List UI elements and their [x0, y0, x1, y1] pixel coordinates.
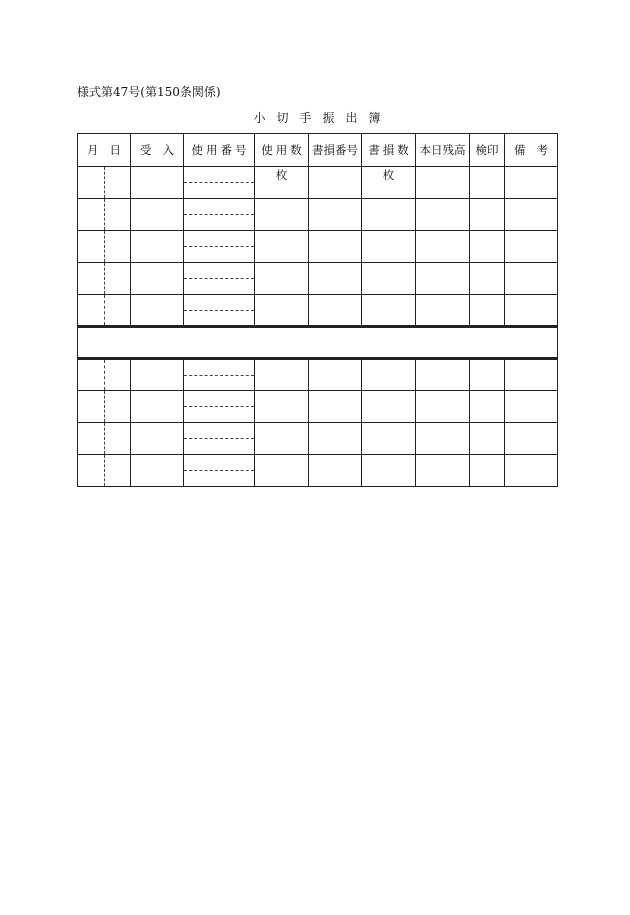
header-receipt-char-2: 入 — [162, 143, 174, 157]
date-divider — [104, 295, 105, 325]
spoiled-serial-cell — [309, 359, 362, 391]
header-balance-today: 本日残高 — [416, 134, 470, 167]
balance-cell — [416, 167, 470, 199]
serial-used-cell — [184, 231, 255, 263]
header-inspection-seal: 検印 — [470, 134, 505, 167]
table-break-row — [78, 327, 558, 359]
serial-divider — [184, 310, 254, 311]
remarks-cell — [505, 391, 558, 423]
date-cell — [78, 423, 131, 455]
spoiled-serial-cell — [309, 391, 362, 423]
header-count-used: 使用数 — [255, 134, 309, 167]
spoiled-count-cell — [362, 359, 416, 391]
seal-cell — [470, 295, 505, 327]
spoiled-serial-cell — [309, 167, 362, 199]
count-used-cell — [255, 295, 309, 327]
date-divider — [104, 199, 105, 230]
date-cell — [78, 295, 131, 327]
date-cell — [78, 391, 131, 423]
form-title: 小切手振出簿 — [253, 111, 392, 125]
serial-divider — [184, 406, 254, 407]
serial-divider — [184, 182, 254, 183]
serial-used-cell — [184, 199, 255, 231]
seal-cell — [470, 231, 505, 263]
spoiled-count-cell — [362, 423, 416, 455]
receipt-cell — [131, 199, 184, 231]
header-spoiled-serial: 書損番号 — [309, 134, 362, 167]
receipt-cell — [131, 359, 184, 391]
count-used-cell — [255, 391, 309, 423]
remarks-cell — [505, 263, 558, 295]
receipt-cell — [131, 167, 184, 199]
receipt-cell — [131, 295, 184, 327]
seal-cell — [470, 359, 505, 391]
remarks-cell — [505, 359, 558, 391]
table-row — [78, 423, 558, 455]
date-divider — [104, 231, 105, 262]
date-cell — [78, 199, 131, 231]
header-receipt — [131, 134, 184, 167]
remarks-cell — [505, 455, 558, 487]
omission-break — [78, 327, 558, 359]
serial-divider — [184, 470, 254, 471]
spoiled-count-unit: 枚 — [382, 168, 395, 182]
spoiled-serial-cell — [309, 263, 362, 295]
date-cell — [78, 263, 131, 295]
header-date — [78, 134, 131, 167]
seal-cell — [470, 263, 505, 295]
header-spoiled-count: 書損数 — [362, 134, 416, 167]
remarks-cell — [505, 167, 558, 199]
serial-used-cell — [184, 455, 255, 487]
spoiled-count-cell — [362, 231, 416, 263]
form-number-label: 様式第47号(第150条関係) — [77, 85, 221, 99]
balance-cell — [416, 295, 470, 327]
count-used-cell — [255, 423, 309, 455]
balance-cell — [416, 231, 470, 263]
header-remarks-char-1: 備 — [514, 143, 526, 157]
serial-used-cell — [184, 391, 255, 423]
serial-used-cell — [184, 359, 255, 391]
table-row — [78, 263, 558, 295]
spoiled-serial-cell — [309, 231, 362, 263]
count-used-cell — [255, 199, 309, 231]
date-cell — [78, 359, 131, 391]
serial-divider — [184, 278, 254, 279]
header-month: 月 — [87, 143, 99, 157]
table-row — [78, 391, 558, 423]
spoiled-serial-cell — [309, 295, 362, 327]
receipt-cell — [131, 455, 184, 487]
balance-cell — [416, 391, 470, 423]
receipt-cell — [131, 263, 184, 295]
serial-divider — [184, 214, 254, 215]
date-divider — [104, 455, 105, 486]
header-serial-used: 使用番号 — [184, 134, 255, 167]
seal-cell — [470, 423, 505, 455]
table-row — [78, 231, 558, 263]
count-used-cell — [255, 359, 309, 391]
table-row — [78, 295, 558, 327]
header-row — [78, 134, 558, 167]
date-cell — [78, 167, 131, 199]
header-day: 日 — [109, 143, 121, 157]
date-cell — [78, 455, 131, 487]
balance-cell — [416, 263, 470, 295]
balance-cell — [416, 455, 470, 487]
count-used-cell — [255, 455, 309, 487]
table-row — [78, 455, 558, 487]
header-remarks-char-2: 考 — [536, 143, 548, 157]
receipt-cell — [131, 391, 184, 423]
date-cell — [78, 231, 131, 263]
serial-used-cell — [184, 263, 255, 295]
balance-cell — [416, 359, 470, 391]
spoiled-count-cell — [362, 391, 416, 423]
remarks-cell — [505, 295, 558, 327]
count-used-unit: 枚 — [275, 168, 288, 182]
spoiled-serial-cell — [309, 199, 362, 231]
date-divider — [104, 167, 105, 198]
date-divider — [104, 391, 105, 422]
seal-cell — [470, 455, 505, 487]
table-row — [78, 199, 558, 231]
serial-used-cell — [184, 295, 255, 327]
seal-cell — [470, 199, 505, 231]
serial-divider — [184, 438, 254, 439]
receipt-cell — [131, 423, 184, 455]
remarks-cell — [505, 231, 558, 263]
spoiled-count-cell — [362, 263, 416, 295]
serial-divider — [184, 246, 254, 247]
date-divider — [104, 423, 105, 454]
spoiled-count-cell — [362, 455, 416, 487]
count-used-cell — [255, 231, 309, 263]
header-receipt-char-1: 受 — [140, 143, 152, 157]
seal-cell — [470, 167, 505, 199]
date-divider — [104, 263, 105, 294]
remarks-cell — [505, 199, 558, 231]
spoiled-serial-cell — [309, 455, 362, 487]
header-remarks — [505, 134, 558, 167]
balance-cell — [416, 423, 470, 455]
spoiled-count-cell — [362, 167, 416, 199]
balance-cell — [416, 199, 470, 231]
seal-cell — [470, 391, 505, 423]
serial-divider — [184, 375, 254, 376]
receipt-cell — [131, 231, 184, 263]
spoiled-count-cell — [362, 295, 416, 327]
remarks-cell — [505, 423, 558, 455]
count-used-cell — [255, 167, 309, 199]
table-row — [78, 167, 558, 199]
spoiled-serial-cell — [309, 423, 362, 455]
serial-used-cell — [184, 423, 255, 455]
spoiled-count-cell — [362, 199, 416, 231]
serial-used-cell — [184, 167, 255, 199]
check-issuance-ledger-table — [77, 133, 558, 487]
count-used-cell — [255, 263, 309, 295]
table-row — [78, 359, 558, 391]
date-divider — [104, 360, 105, 390]
